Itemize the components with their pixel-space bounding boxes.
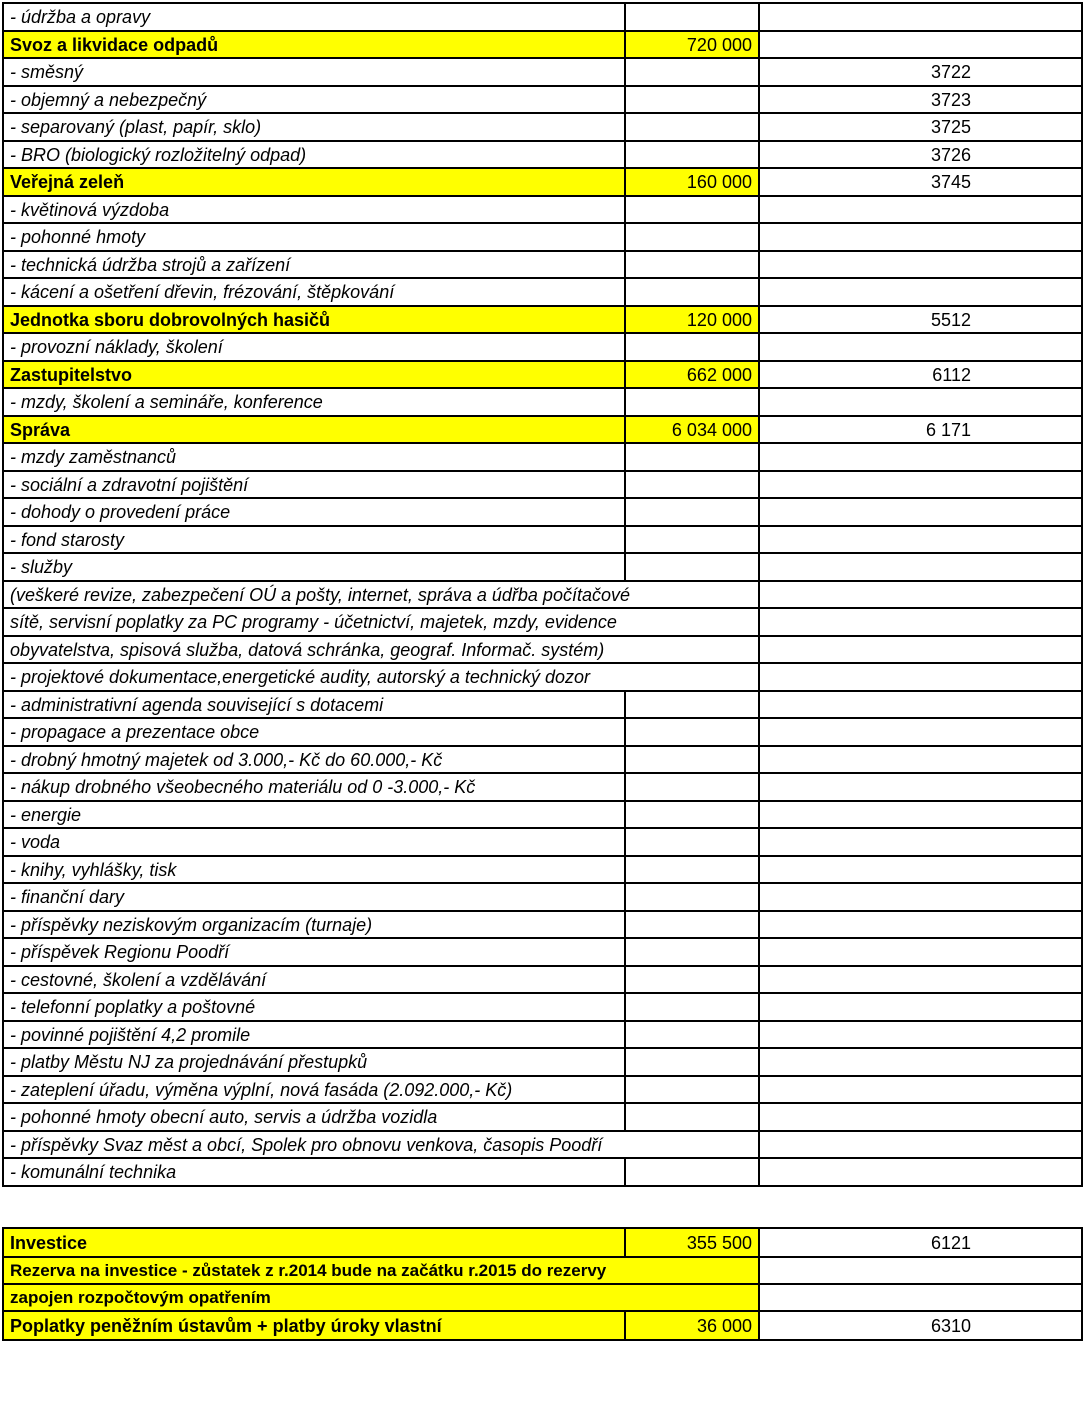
budget-item-row bbox=[3, 1021, 1082, 1048]
amount-cell bbox=[625, 773, 759, 801]
budget-item-row bbox=[3, 1103, 1082, 1131]
amount-cell bbox=[625, 883, 759, 911]
code-cell: 3725 bbox=[759, 113, 1082, 141]
item-label: - knihy, vyhlášky, tisk bbox=[3, 856, 625, 883]
code-cell bbox=[759, 828, 1082, 856]
code-cell bbox=[759, 443, 1082, 471]
amount-cell bbox=[625, 993, 759, 1021]
item-label: - příspěvky Svaz měst a obcí, Spolek pro obnovu venkova, časopis Poodří bbox=[3, 1131, 759, 1158]
amount-cell bbox=[625, 691, 759, 718]
reserve-line-2: zapojen rozpočtovým opatřením bbox=[3, 1284, 759, 1311]
code-cell bbox=[759, 333, 1082, 361]
investment-table bbox=[2, 1227, 1083, 1341]
code-cell bbox=[759, 1131, 1082, 1158]
item-label: - kácení a ošetření dřevin, frézování, štěpkování bbox=[3, 278, 625, 306]
item-label: - zateplení úřadu, výměna výplní, nová fasáda (2.092.000,- Kč) bbox=[3, 1076, 625, 1103]
amount-cell bbox=[625, 1021, 759, 1048]
item-label: - fond starosty bbox=[3, 526, 625, 553]
code-cell bbox=[759, 636, 1082, 663]
amount-cell bbox=[625, 1103, 759, 1131]
amount-cell: 160 000 bbox=[625, 168, 759, 196]
code-cell bbox=[759, 471, 1082, 498]
amount-cell bbox=[625, 196, 759, 223]
item-label: - příspěvky neziskovým organizacím (turnaje) bbox=[3, 911, 625, 938]
budget-item-row bbox=[3, 938, 1082, 966]
item-label: - BRO (biologický rozložitelný odpad) bbox=[3, 141, 625, 168]
fees-label: Poplatky peněžním ústavům + platby úroky vlastní bbox=[3, 1311, 625, 1340]
amount-cell bbox=[625, 141, 759, 168]
budget-item-row bbox=[3, 3, 1082, 31]
budget-item-row bbox=[3, 883, 1082, 911]
budget-item-row bbox=[3, 746, 1082, 773]
section-label: Správa bbox=[3, 416, 625, 443]
section-header-row bbox=[3, 361, 1082, 388]
budget-item-row bbox=[3, 196, 1082, 223]
budget-item-row bbox=[3, 581, 1082, 608]
item-label: (veškeré revize, zabezpečení OÚ a pošty, internet, správa a údřba počítačové bbox=[3, 581, 759, 608]
amount-cell bbox=[625, 1048, 759, 1076]
budget-item-row bbox=[3, 58, 1082, 86]
budget-item-row bbox=[3, 553, 1082, 581]
amount-cell bbox=[625, 443, 759, 471]
budget-item-row bbox=[3, 773, 1082, 801]
code-cell: 6 171 bbox=[759, 416, 1082, 443]
code-cell: 3745 bbox=[759, 168, 1082, 196]
code-cell: 5512 bbox=[759, 306, 1082, 333]
code-cell bbox=[759, 498, 1082, 526]
section-label: Svoz a likvidace odpadů bbox=[3, 31, 625, 58]
item-label: obyvatelstva, spisová služba, datová schránka, geograf. Informač. systém) bbox=[3, 636, 759, 663]
code-cell bbox=[759, 31, 1082, 58]
item-label: - povinné pojištění 4,2 promile bbox=[3, 1021, 625, 1048]
amount-cell bbox=[625, 856, 759, 883]
section-header-row bbox=[3, 416, 1082, 443]
item-label: - provozní náklady, školení bbox=[3, 333, 625, 361]
code-cell bbox=[759, 883, 1082, 911]
item-label: - objemný a nebezpečný bbox=[3, 86, 625, 113]
budget-item-row bbox=[3, 1076, 1082, 1103]
item-label: - komunální technika bbox=[3, 1158, 625, 1186]
item-label: - administrativní agenda související s dotacemi bbox=[3, 691, 625, 718]
budget-item-row bbox=[3, 1048, 1082, 1076]
amount-cell bbox=[625, 1158, 759, 1186]
code-cell bbox=[759, 581, 1082, 608]
budget-item-row bbox=[3, 86, 1082, 113]
amount-cell bbox=[625, 278, 759, 306]
code-cell bbox=[759, 993, 1082, 1021]
investment-row bbox=[3, 1228, 1082, 1257]
budget-item-row bbox=[3, 1158, 1082, 1186]
budget-item-row bbox=[3, 251, 1082, 278]
budget-item-row bbox=[3, 141, 1082, 168]
amount-cell bbox=[625, 86, 759, 113]
amount-cell bbox=[625, 828, 759, 856]
section-label: Jednotka sboru dobrovolných hasičů bbox=[3, 306, 625, 333]
amount-cell bbox=[625, 526, 759, 553]
amount-cell: 662 000 bbox=[625, 361, 759, 388]
code-cell: 3726 bbox=[759, 141, 1082, 168]
amount-cell bbox=[625, 223, 759, 251]
budget-item-row bbox=[3, 856, 1082, 883]
amount-cell bbox=[625, 113, 759, 141]
amount-cell: 720 000 bbox=[625, 31, 759, 58]
section-gap bbox=[2, 1187, 957, 1227]
amount-cell bbox=[625, 498, 759, 526]
item-label: - pohonné hmoty bbox=[3, 223, 625, 251]
investment-label: Investice bbox=[3, 1228, 625, 1257]
investment-amount: 355 500 bbox=[625, 1228, 759, 1257]
amount-cell bbox=[625, 58, 759, 86]
amount-cell bbox=[625, 746, 759, 773]
item-label: - cestovné, školení a vzdělávání bbox=[3, 966, 625, 993]
item-label: - květinová výzdoba bbox=[3, 196, 625, 223]
item-label: - platby Městu NJ za projednávání přestupků bbox=[3, 1048, 625, 1076]
budget-item-row bbox=[3, 718, 1082, 746]
reserve-line-1: Rezerva na investice - zůstatek z r.2014 bude na začátku r.2015 do rezervy bbox=[3, 1257, 759, 1284]
amount-cell bbox=[625, 553, 759, 581]
item-label: - nákup drobného všeobecného materiálu od 0 -3.000,- Kč bbox=[3, 773, 625, 801]
code-cell bbox=[759, 3, 1082, 31]
code-cell bbox=[759, 801, 1082, 828]
item-label: - separovaný (plast, papír, sklo) bbox=[3, 113, 625, 141]
fees-code: 6310 bbox=[759, 1311, 1082, 1340]
reserve-row-1 bbox=[3, 1257, 1082, 1284]
reserve-row-2 bbox=[3, 1284, 1082, 1311]
code-cell: 3723 bbox=[759, 86, 1082, 113]
item-label: - propagace a prezentace obce bbox=[3, 718, 625, 746]
section-label: Zastupitelstvo bbox=[3, 361, 625, 388]
budget-item-row bbox=[3, 333, 1082, 361]
budget-item-row bbox=[3, 443, 1082, 471]
code-cell bbox=[759, 718, 1082, 746]
amount-cell bbox=[625, 801, 759, 828]
budget-item-row bbox=[3, 663, 1082, 691]
budget-item-row bbox=[3, 993, 1082, 1021]
item-label: - sociální a zdravotní pojištění bbox=[3, 471, 625, 498]
amount-cell bbox=[625, 911, 759, 938]
code-cell bbox=[759, 223, 1082, 251]
item-label: - energie bbox=[3, 801, 625, 828]
code-cell bbox=[759, 526, 1082, 553]
section-header-row bbox=[3, 306, 1082, 333]
code-cell bbox=[759, 1158, 1082, 1186]
investment-code: 6121 bbox=[759, 1228, 1082, 1257]
item-label: - pohonné hmoty obecní auto, servis a údržba vozidla bbox=[3, 1103, 625, 1131]
code-cell bbox=[759, 938, 1082, 966]
fees-amount: 36 000 bbox=[625, 1311, 759, 1340]
code-cell bbox=[759, 1103, 1082, 1131]
amount-cell bbox=[625, 388, 759, 416]
budget-item-row bbox=[3, 526, 1082, 553]
amount-cell: 120 000 bbox=[625, 306, 759, 333]
item-label: - technická údržba strojů a zařízení bbox=[3, 251, 625, 278]
code-cell bbox=[759, 553, 1082, 581]
item-label: - telefonní poplatky a poštovné bbox=[3, 993, 625, 1021]
section-header-row bbox=[3, 31, 1082, 58]
item-label: - finanční dary bbox=[3, 883, 625, 911]
budget-item-row bbox=[3, 636, 1082, 663]
budget-item-row bbox=[3, 223, 1082, 251]
budget-item-row bbox=[3, 498, 1082, 526]
budget-item-row bbox=[3, 911, 1082, 938]
code-cell bbox=[759, 196, 1082, 223]
code-cell: 3722 bbox=[759, 58, 1082, 86]
code-cell bbox=[759, 1048, 1082, 1076]
code-cell bbox=[759, 1021, 1082, 1048]
budget-item-row bbox=[3, 278, 1082, 306]
amount-cell bbox=[625, 333, 759, 361]
budget-item-row bbox=[3, 113, 1082, 141]
section-header-row bbox=[3, 168, 1082, 196]
budget-table bbox=[2, 2, 1083, 1187]
code-cell: 6112 bbox=[759, 361, 1082, 388]
amount-cell bbox=[625, 1076, 759, 1103]
code-cell bbox=[759, 663, 1082, 691]
budget-item-row bbox=[3, 828, 1082, 856]
code-cell bbox=[759, 856, 1082, 883]
budget-sheet bbox=[2, 2, 971, 1341]
budget-item-row bbox=[3, 691, 1082, 718]
code-cell bbox=[759, 691, 1082, 718]
amount-cell bbox=[625, 3, 759, 31]
budget-rows bbox=[3, 3, 1082, 1186]
budget-item-row bbox=[3, 966, 1082, 993]
code-cell bbox=[759, 1076, 1082, 1103]
item-label: - služby bbox=[3, 553, 625, 581]
amount-cell bbox=[625, 938, 759, 966]
item-label: sítě, servisní poplatky za PC programy - účetnictví, majetek, mzdy, evidence bbox=[3, 608, 759, 636]
item-label: - údržba a opravy bbox=[3, 3, 625, 31]
section-label: Veřejná zeleň bbox=[3, 168, 625, 196]
code-cell bbox=[759, 608, 1082, 636]
budget-item-row bbox=[3, 388, 1082, 416]
fees-row bbox=[3, 1311, 1082, 1340]
amount-cell bbox=[625, 966, 759, 993]
budget-item-row bbox=[3, 1131, 1082, 1158]
budget-item-row bbox=[3, 801, 1082, 828]
code-cell bbox=[759, 966, 1082, 993]
code-cell bbox=[759, 251, 1082, 278]
budget-item-row bbox=[3, 471, 1082, 498]
item-label: - projektové dokumentace,energetické audity, autorský a technický dozor bbox=[3, 663, 759, 691]
item-label: - mzdy zaměstnanců bbox=[3, 443, 625, 471]
budget-item-row bbox=[3, 608, 1082, 636]
code-cell bbox=[759, 388, 1082, 416]
code-cell bbox=[759, 911, 1082, 938]
amount-cell: 6 034 000 bbox=[625, 416, 759, 443]
item-label: - mzdy, školení a semináře, konference bbox=[3, 388, 625, 416]
item-label: - dohody o provedení práce bbox=[3, 498, 625, 526]
amount-cell bbox=[625, 718, 759, 746]
code-cell bbox=[759, 746, 1082, 773]
amount-cell bbox=[625, 471, 759, 498]
item-label: - drobný hmotný majetek od 3.000,- Kč do 60.000,- Kč bbox=[3, 746, 625, 773]
code-cell bbox=[759, 278, 1082, 306]
amount-cell bbox=[625, 251, 759, 278]
item-label: - příspěvek Regionu Poodří bbox=[3, 938, 625, 966]
item-label: - voda bbox=[3, 828, 625, 856]
item-label: - směsný bbox=[3, 58, 625, 86]
code-cell bbox=[759, 773, 1082, 801]
